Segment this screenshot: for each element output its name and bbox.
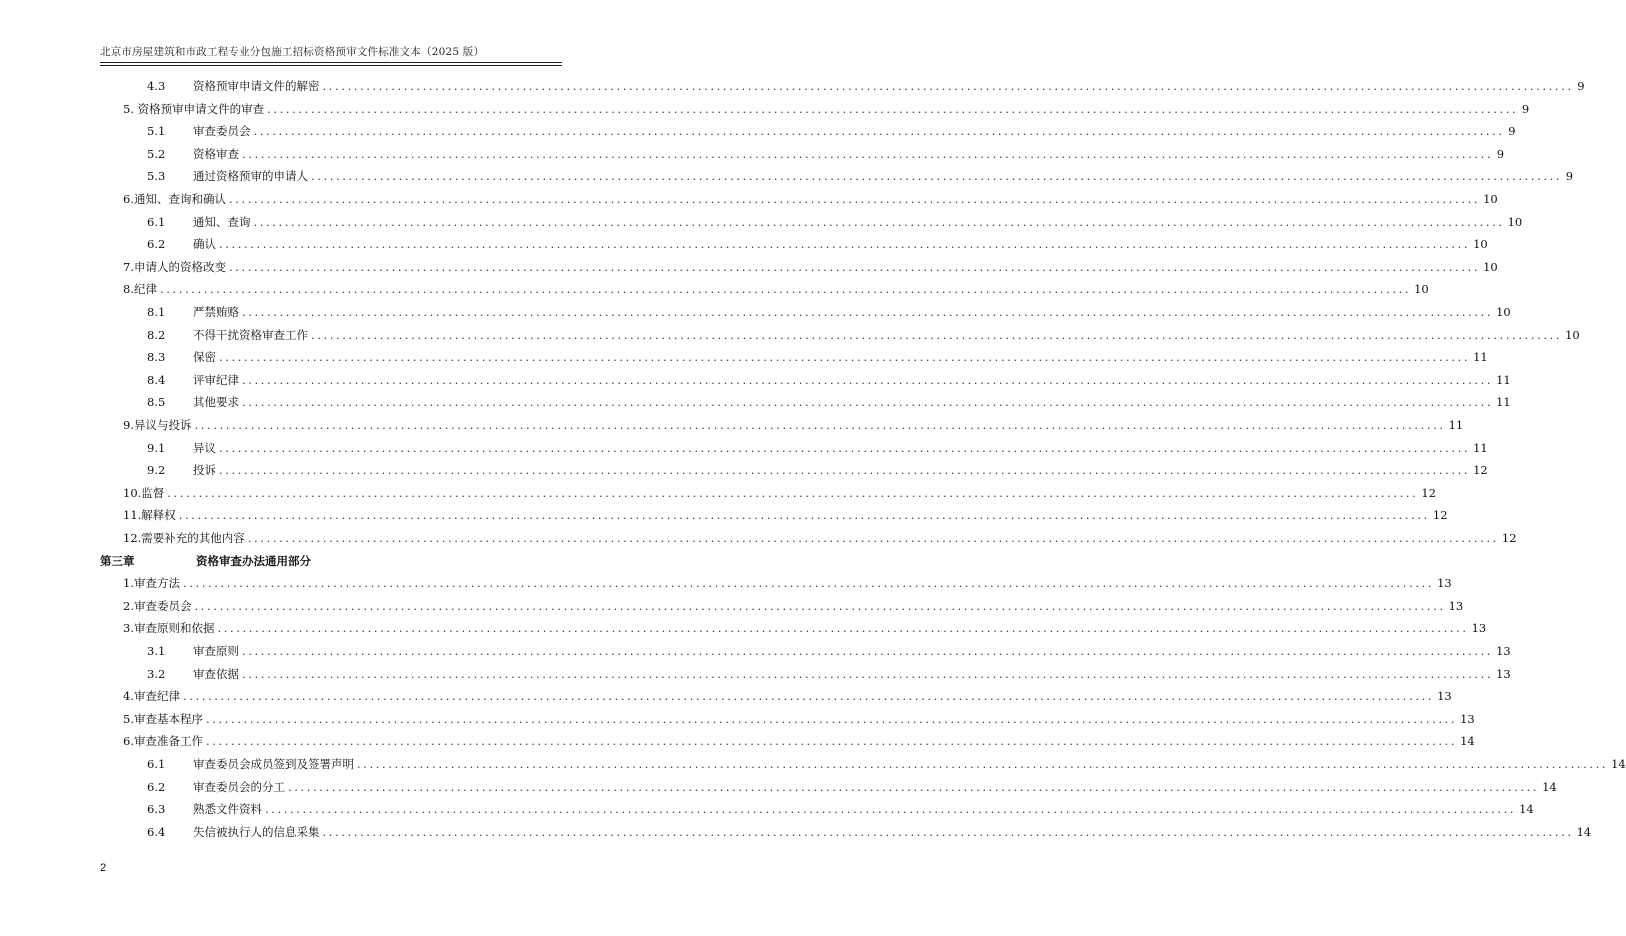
toc-entry[interactable] <box>147 325 1580 345</box>
toc-entry-title: 审查委员会的分工 <box>193 779 285 794</box>
toc-entry-page: 12 <box>1421 485 1437 500</box>
toc-entry-page: 9 <box>1565 169 1574 184</box>
toc-entry-page: 11 <box>1473 440 1488 455</box>
toc-dot-leader: ........................................................................................................................................................................................................ <box>242 395 1494 410</box>
toc-entry-title: 5. 资格预审申请文件的审查 <box>123 101 265 116</box>
toc-entry-page: 9 <box>1508 124 1516 139</box>
toc-entry[interactable] <box>147 144 1505 164</box>
toc-entry[interactable] <box>123 596 1464 616</box>
toc-entry-number: 6.4 <box>147 824 166 839</box>
toc-dot-leader: ........................................................................................................................................................................................................ <box>219 350 1471 365</box>
toc-entry-title: 审查委员会 <box>193 124 251 139</box>
toc-dot-leader: ........................................................................................................................................................................................................ <box>228 192 1481 206</box>
running-header: 北京市房屋建筑和市政工程专业分包施工招标资格预审文件标准文本（2025 版） <box>100 46 485 58</box>
toc-entry-title: 4.审查纪律 <box>123 689 180 704</box>
toc-dot-leader: ........................................................................................................................................................................................................ <box>219 440 1471 455</box>
toc-entry-title: 严禁贿赂 <box>193 305 239 319</box>
toc-dot-leader: ........................................................................................................................................................................................................ <box>357 757 1609 771</box>
toc-entry-number: 5.2 <box>147 146 166 161</box>
toc-entry-page: 10 <box>1507 214 1523 229</box>
toc-entry-title: 6.审查准备工作 <box>123 734 203 749</box>
toc-dot-leader: ........................................................................................................................................................................................................ <box>322 824 1574 839</box>
toc-entry-page: 14 <box>1460 734 1475 749</box>
toc-entry-page: 12 <box>1473 463 1488 478</box>
toc-entry-page: 14 <box>1542 779 1557 794</box>
toc-entry[interactable] <box>147 302 1511 322</box>
toc-entry[interactable] <box>123 257 1498 277</box>
toc-dot-leader: ........................................................................................................................................................................................................ <box>253 124 1505 139</box>
toc-entry[interactable] <box>123 415 1464 435</box>
toc-entry-page: 11 <box>1496 395 1511 410</box>
toc-entry-number: 4.3 <box>147 79 166 93</box>
toc-dot-leader: ........................................................................................................................................................................................................ <box>217 621 1469 636</box>
toc-entry-number: 6.2 <box>147 779 166 794</box>
toc-entry[interactable] <box>147 76 1585 96</box>
toc-entry-number: 5.3 <box>147 169 166 184</box>
toc-entry[interactable] <box>147 822 1592 842</box>
toc-entry-title: 保密 <box>193 350 216 365</box>
page-number: 2 <box>100 862 107 874</box>
toc-entry-page: 13 <box>1496 666 1511 681</box>
toc-entry-title: 审查委员会成员签到及签署声明 <box>193 757 354 771</box>
toc-dot-leader: ........................................................................................................................................................................................................ <box>242 305 1494 319</box>
toc-dot-leader: ........................................................................................................................................................................................................ <box>247 531 1499 545</box>
toc-entry-page: 13 <box>1460 711 1475 726</box>
toc-entry[interactable] <box>123 189 1498 209</box>
toc-entry-number: 第三章 <box>100 553 135 568</box>
toc-dot-leader: ........................................................................................................................................................................................................ <box>205 734 1458 749</box>
toc-dot-leader: ........................................................................................................................................................................................................ <box>205 711 1458 726</box>
toc-entry-number: 3.2 <box>147 666 166 681</box>
toc-dot-leader: ........................................................................................................................................................................................................ <box>159 282 1412 297</box>
toc-entry-title: 11.解释权 <box>123 508 176 523</box>
toc-entry-page: 14 <box>1519 802 1534 817</box>
toc-dot-leader: ........................................................................................................................................................................................................ <box>167 485 1419 500</box>
toc-entry[interactable] <box>123 483 1437 503</box>
toc-entry-page: 10 <box>1483 192 1498 206</box>
toc-entry-title: 审查依据 <box>193 666 239 681</box>
toc-entry-page: 13 <box>1437 689 1452 704</box>
toc-entry-title: 不得干扰资格审查工作 <box>193 327 308 342</box>
toc-entry-page: 11 <box>1473 350 1488 365</box>
toc-entry-number: 6.3 <box>147 802 166 817</box>
toc-entry[interactable] <box>147 641 1511 661</box>
toc-entry[interactable] <box>147 392 1511 412</box>
toc-entry[interactable] <box>123 528 1517 548</box>
toc-entry-title: 1.审查方法 <box>123 576 180 591</box>
toc-entry-number: 5.1 <box>147 124 166 139</box>
toc-entry-page: 10 <box>1473 237 1488 252</box>
toc-entry-page: 12 <box>1501 531 1517 545</box>
toc-entry-page: 13 <box>1437 576 1452 591</box>
toc-entry-page: 11 <box>1448 418 1464 432</box>
toc-dot-leader: ........................................................................................................................................................................................................ <box>242 146 1494 161</box>
toc-entry-title: 投诉 <box>193 463 216 478</box>
toc-entry-title: 资格审查办法通用部分 <box>196 553 311 568</box>
toc-entry-page: 13 <box>1496 644 1511 658</box>
toc-entry[interactable] <box>147 754 1626 774</box>
toc-dot-leader: ........................................................................................................................................................................................................ <box>178 508 1430 523</box>
toc-entry-number: 3.1 <box>147 644 166 658</box>
toc-entry-number: 9.1 <box>147 440 166 455</box>
toc-entry-number: 6.1 <box>147 214 166 229</box>
toc-entry-number: 9.2 <box>147 463 166 478</box>
toc-entry[interactable] <box>123 505 1448 525</box>
toc-entry-title: 资格审查 <box>193 146 239 161</box>
toc-entry[interactable] <box>123 618 1487 638</box>
toc-entry[interactable] <box>147 460 1488 480</box>
toc-entry[interactable] <box>147 438 1488 458</box>
toc-entry[interactable] <box>147 234 1488 254</box>
toc-dot-leader: ........................................................................................................................................................................................................ <box>311 169 1563 184</box>
toc-entry-title: 审查原则 <box>193 644 239 658</box>
toc-entry[interactable] <box>123 709 1475 729</box>
toc-entry-page: 9 <box>1496 146 1505 161</box>
toc-entry[interactable] <box>147 777 1557 797</box>
toc-entry[interactable] <box>123 279 1429 299</box>
toc-entry-title: 5.审查基本程序 <box>123 711 203 726</box>
toc-dot-leader: ........................................................................................................................................................................................................ <box>194 598 1446 613</box>
toc-entry-number: 8.5 <box>147 395 166 410</box>
toc-entry-number: 6.2 <box>147 237 166 252</box>
header-rule-top <box>100 62 562 63</box>
toc-dot-leader: ........................................................................................................................................................................................................ <box>182 576 1435 591</box>
toc-dot-leader: ........................................................................................................................................................................................................ <box>194 418 1446 432</box>
toc-entry-title: 12.需要补充的其他内容 <box>123 531 245 545</box>
toc-entry[interactable] <box>147 347 1488 367</box>
toc-entry-page: 13 <box>1448 598 1464 613</box>
toc-entry-number: 6.1 <box>147 757 166 771</box>
toc-entry-page: 10 <box>1565 327 1580 342</box>
toc-entry-title: 评审纪律 <box>193 372 239 387</box>
toc-chapter-heading[interactable] <box>100 551 560 571</box>
toc-entry-title: 8.纪律 <box>123 282 157 297</box>
toc-entry-title: 通知、查询 <box>193 214 251 229</box>
toc-dot-leader: ........................................................................................................................................................................................................ <box>253 214 1505 229</box>
toc-entry-number: 8.2 <box>147 327 166 342</box>
toc-entry[interactable] <box>123 731 1475 751</box>
toc-entry-page: 11 <box>1496 372 1511 387</box>
toc-entry-page: 14 <box>1611 757 1626 771</box>
toc-entry-number: 8.1 <box>147 305 166 319</box>
toc-entry[interactable] <box>147 799 1534 819</box>
toc-entry-page: 12 <box>1432 508 1448 523</box>
toc-dot-leader: ........................................................................................................................................................................................................ <box>322 79 1574 93</box>
toc-entry-page: 13 <box>1471 621 1487 636</box>
toc-dot-leader: ........................................................................................................................................................................................................ <box>242 372 1494 387</box>
toc-dot-leader: ........................................................................................................................................................................................................ <box>242 666 1494 681</box>
toc-entry-title: 10.监督 <box>123 485 165 500</box>
toc-dot-leader: ........................................................................................................................................................................................................ <box>182 689 1435 704</box>
toc-entry-number: 8.4 <box>147 372 166 387</box>
toc-dot-leader: ........................................................................................................................................................................................................ <box>219 237 1471 252</box>
toc-entry-number: 8.3 <box>147 350 166 365</box>
toc-entry[interactable] <box>147 212 1523 232</box>
toc-entry-title: 熟悉文件资料 <box>193 802 262 817</box>
toc-entry-title: 3.审查原则和依据 <box>123 621 215 636</box>
toc-entry[interactable] <box>123 686 1452 706</box>
toc-entry-page: 14 <box>1576 824 1592 839</box>
toc-dot-leader: ........................................................................................................................................................................................................ <box>219 463 1471 478</box>
toc-entry-title: 其他要求 <box>193 395 239 410</box>
toc-dot-leader: ........................................................................................................................................................................................................ <box>228 259 1481 274</box>
toc-entry-page: 10 <box>1483 259 1498 274</box>
toc-dot-leader: ........................................................................................................................................................................................................ <box>311 327 1563 342</box>
toc-entry-title: 2.审查委员会 <box>123 598 192 613</box>
header-rule-bottom <box>100 65 562 66</box>
toc-entry-page: 10 <box>1414 282 1429 297</box>
toc-entry[interactable] <box>123 99 1530 119</box>
toc-dot-leader: ........................................................................................................................................................................................................ <box>242 644 1494 658</box>
toc-dot-leader: ........................................................................................................................................................................................................ <box>265 802 1517 817</box>
toc-entry-title: 确认 <box>193 237 216 252</box>
toc-entry-title: 资格预审申请文件的解密 <box>193 79 320 93</box>
toc-entry-title: 通过资格预审的申请人 <box>193 169 308 184</box>
toc-entry-page: 10 <box>1496 305 1511 319</box>
toc-entry[interactable] <box>147 166 1574 186</box>
toc-entry[interactable] <box>147 121 1516 141</box>
toc-entry[interactable] <box>123 573 1452 593</box>
toc-entry-title: 7.申请人的资格改变 <box>123 259 226 274</box>
toc-entry-title: 异议 <box>193 440 216 455</box>
toc-entry-page: 9 <box>1521 101 1530 116</box>
toc-entry-title: 失信被执行人的信息采集 <box>193 824 320 839</box>
toc-entry-page: 9 <box>1577 79 1585 93</box>
toc-entry[interactable] <box>147 664 1511 684</box>
toc-dot-leader: ........................................................................................................................................................................................................ <box>267 101 1519 116</box>
toc-entry-title: 9.异议与投诉 <box>123 418 192 432</box>
toc-entry-title: 6.通知、查询和确认 <box>123 192 226 206</box>
toc-entry[interactable] <box>147 370 1511 390</box>
toc-dot-leader: ........................................................................................................................................................................................................ <box>288 779 1540 794</box>
